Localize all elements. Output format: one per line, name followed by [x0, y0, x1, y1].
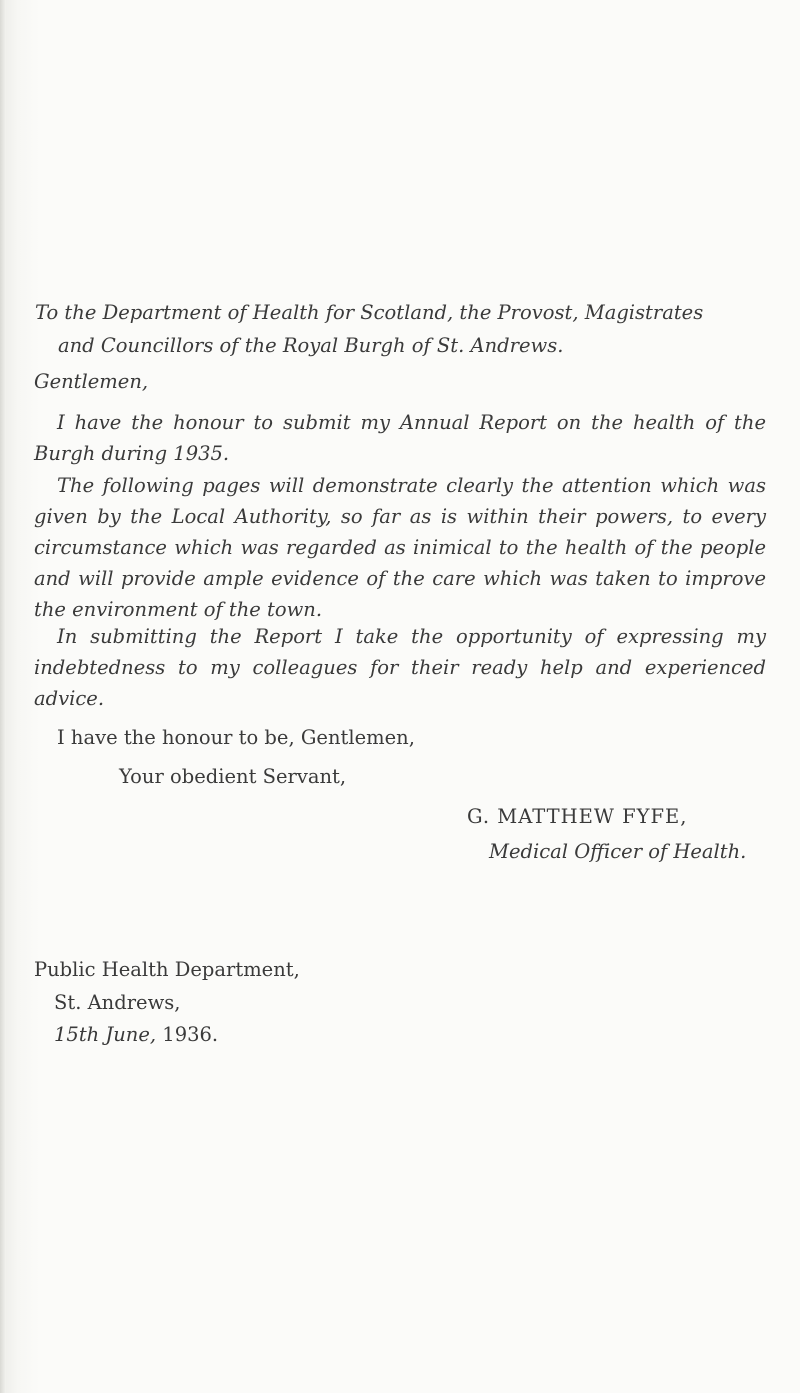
address-department: Public Health Department,	[34, 958, 300, 981]
paragraph-following-pages: The following pages will demonstrate clearly the attention which was given by the Local Authority, so far as is within their powers, to every circumstance which was regarded as inimical to the health of the people and will provide ample evidence of the care which was taken to improve the environment of the town.	[34, 474, 766, 621]
salutation: Gentlemen,	[34, 370, 149, 393]
date-day: 15th June,	[54, 1023, 157, 1046]
closing-line: I have the honour to be, Gentlemen,	[57, 726, 415, 749]
page-edge-shadow	[0, 0, 6, 1393]
addressee-line-2: and Councillors of the Royal Burgh of St. Andrews.	[58, 334, 564, 357]
addressee-block	[35, 296, 775, 362]
signature-name: G. MATTHEW FYFE,	[467, 805, 688, 828]
servant-line: Your obedient Servant,	[119, 765, 347, 788]
paragraph-report-submission: I have the honour to submit my Annual Report on the health of the Burgh during 1935.	[34, 411, 766, 465]
addressee-line-1: To the Department of Health for Scotland, the Provost, Magistrates	[35, 301, 704, 324]
date-year: 1936.	[162, 1023, 219, 1046]
paragraph-acknowledgement: In submitting the Report I take the opportunity of expressing my indebtedness to my colleagues for their ready help and experienced advice.	[34, 625, 766, 710]
address-date	[54, 1023, 218, 1047]
signature-title: Medical Officer of Health.	[489, 840, 747, 863]
address-town: St. Andrews,	[54, 991, 181, 1014]
